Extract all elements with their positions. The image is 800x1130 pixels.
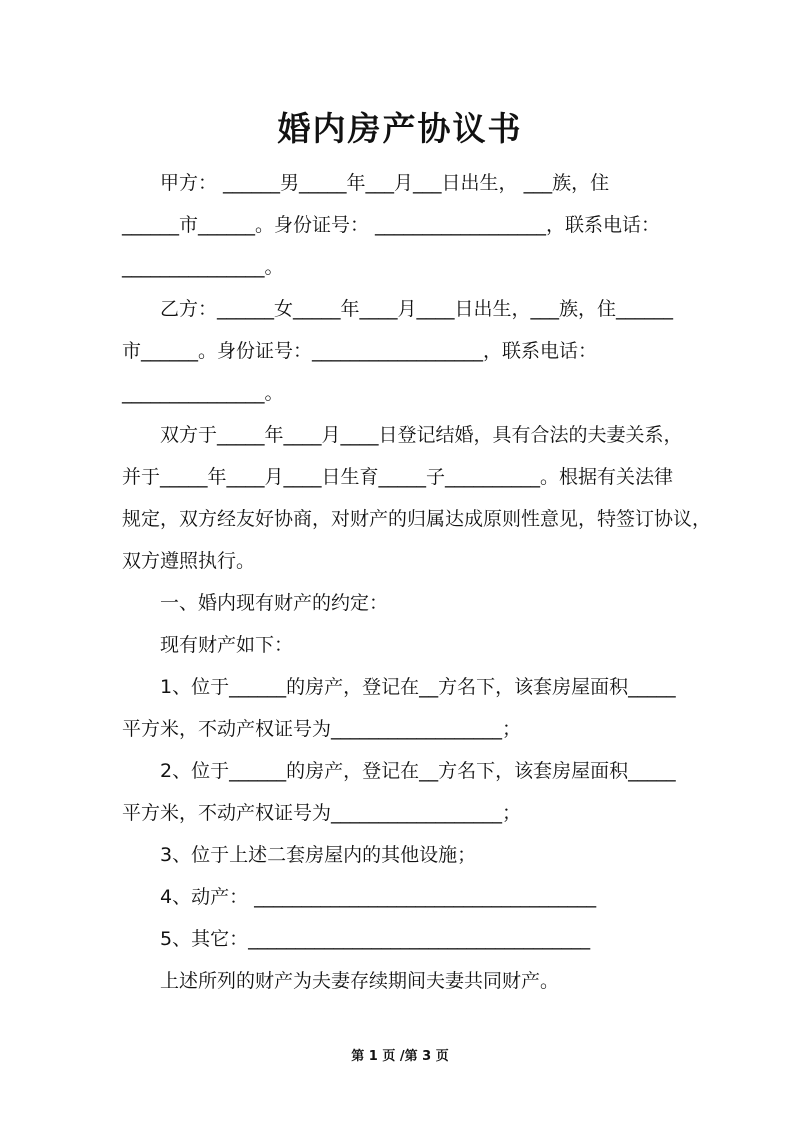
document-title: 婚内房产协议书 — [277, 109, 523, 148]
property-item-4: 4、动产： ____________________________________ — [160, 886, 597, 908]
marriage-paragraph-line-1: 双方于_____年____月____日登记结婚，具有合法的夫妻关系， — [160, 424, 683, 446]
property-item-3: 3、位于上述二套房屋内的其他设施； — [160, 844, 477, 866]
property-item-1-line-2: 平方米，不动产权证号为__________________； — [122, 718, 522, 740]
marriage-paragraph-line-2: 并于_____年____月____日生育_____子__________。根据有关法律 — [122, 466, 674, 488]
party-a-line-1: 甲方： ______男_____年___月___日出生， ___族，住 — [160, 172, 610, 194]
property-item-5: 5、其它：____________________________________ — [160, 928, 591, 950]
existing-property-intro: 现有财产如下： — [160, 634, 294, 656]
party-a-line-2: ______市______。身份证号： __________________，联系电话： — [122, 214, 661, 236]
marriage-paragraph-line-4: 双方遵照执行。 — [122, 550, 256, 572]
marriage-paragraph-line-3: 规定，双方经友好协商，对财产的归属达成原则性意见，特签订协议， — [122, 508, 712, 530]
property-item-1-line-1: 1、位于______的房产，登记在__方名下，该套房屋面积_____ — [160, 676, 676, 698]
party-b-line-1: 乙方：______女_____年____月____日出生，___族，住______ — [160, 298, 674, 320]
property-summary: 上述所列的财产为夫妻存续期间夫妻共同财产。 — [160, 970, 560, 992]
section-heading-1: 一、婚内现有财产的约定： — [160, 592, 389, 614]
party-b-line-2: 市______。身份证号：__________________，联系电话： — [122, 340, 598, 362]
party-a-line-3: _______________。 — [122, 256, 284, 278]
party-b-line-3: _______________。 — [122, 382, 284, 404]
property-item-2-line-2: 平方米，不动产权证号为__________________； — [122, 802, 522, 824]
page-footer: 第 1 页 /第 3 页 — [351, 1049, 449, 1064]
property-item-2-line-1: 2、位于______的房产，登记在__方名下，该套房屋面积_____ — [160, 760, 676, 782]
